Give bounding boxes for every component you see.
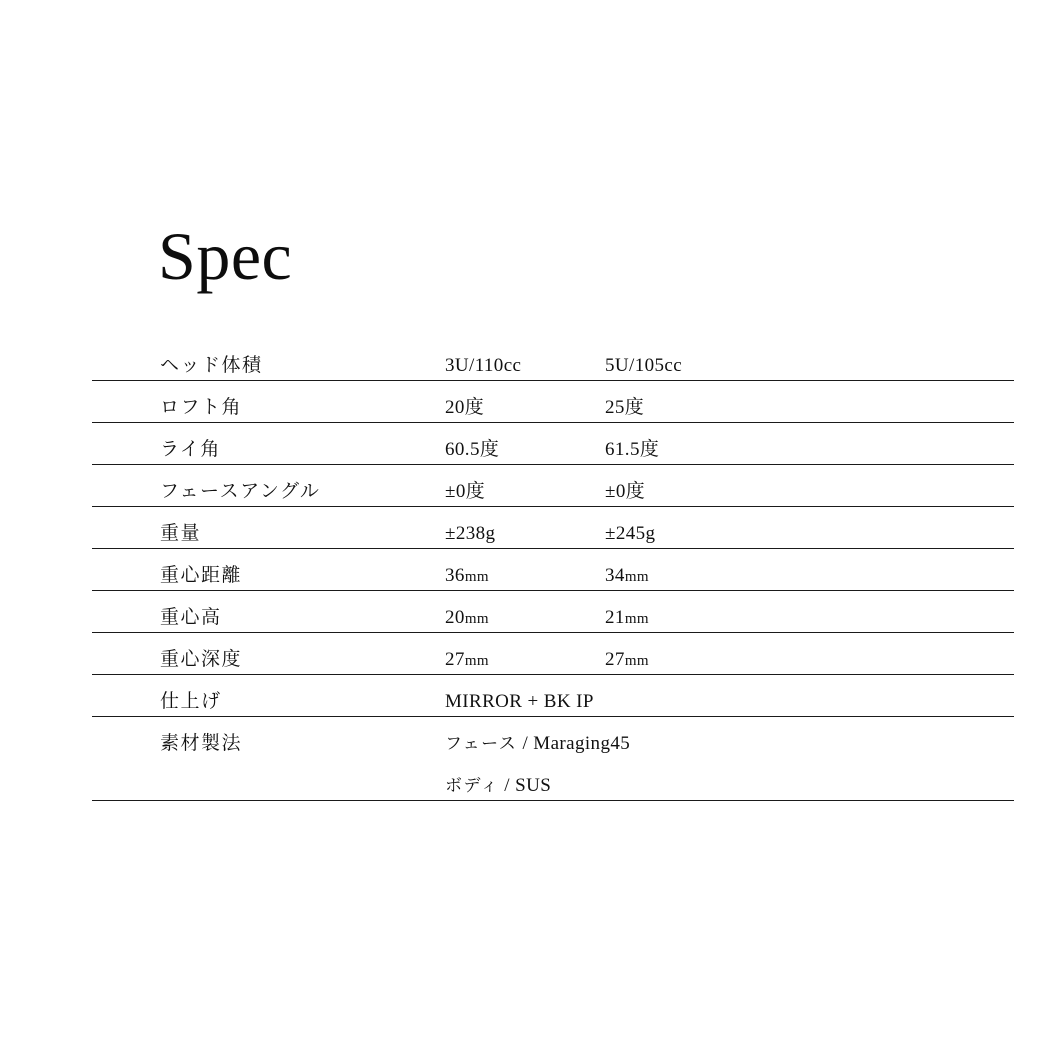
table-row: [92, 758, 1014, 800]
row-label: ライ角: [92, 422, 445, 464]
row-value-2: [605, 590, 1014, 632]
table-row: [92, 506, 1014, 548]
table-row: [92, 632, 1014, 674]
row-value-2: ±0度: [605, 464, 1014, 506]
row-value-1: ±0度: [445, 464, 605, 506]
row-label: 重心距離: [92, 548, 445, 590]
table-row: [92, 548, 1014, 590]
row-value-1-number: 27: [445, 648, 465, 670]
row-value-1-number: 20: [445, 606, 465, 628]
row-label-empty: [92, 758, 445, 800]
row-value-1: [445, 758, 1014, 800]
row-label: 仕上げ: [92, 674, 445, 716]
spec-table: [92, 338, 1014, 801]
row-value-2: [605, 632, 1014, 674]
row-value-1: [445, 548, 605, 590]
row-value-2: ±245g: [605, 506, 1014, 548]
row-value-2-unit: mm: [624, 610, 649, 627]
row-value-2: [605, 548, 1014, 590]
row-value-2-unit: mm: [624, 568, 649, 585]
table-row: [92, 422, 1014, 464]
row-value-2: 61.5度: [605, 422, 1014, 464]
table-row: [92, 464, 1014, 506]
row-value-1-unit: mm: [464, 652, 489, 669]
row-label: 重量: [92, 506, 445, 548]
row-value-1-number: 36: [445, 564, 465, 586]
row-value-1: 3U/110cc: [445, 338, 605, 380]
row-label: 重心深度: [92, 632, 445, 674]
row-value-2-number: 21: [605, 606, 625, 628]
table-row: [92, 674, 1014, 716]
row-value-1: [445, 590, 605, 632]
row-label: フェースアングル: [92, 464, 445, 506]
row-value-1-unit: mm: [464, 568, 489, 585]
row-label: 重心高: [92, 590, 445, 632]
material-face-label: フェース: [445, 734, 518, 754]
table-row: [92, 590, 1014, 632]
row-value-1-unit: mm: [464, 610, 489, 627]
table-row: [92, 716, 1014, 758]
row-value-1: 20度: [445, 380, 605, 422]
row-value-2: 25度: [605, 380, 1014, 422]
row-value-1: [445, 716, 1014, 758]
page-title: Spec: [158, 218, 293, 294]
row-value-2-unit: mm: [624, 652, 649, 669]
row-label: ロフト角: [92, 380, 445, 422]
material-body-label: ボディ: [445, 775, 500, 796]
material-body-value: / SUS: [499, 774, 552, 796]
table-row: [92, 338, 1014, 380]
row-value-1: ±238g: [445, 506, 605, 548]
material-face-value: / Maraging45: [517, 733, 631, 754]
row-value-2-number: 27: [605, 648, 625, 670]
table-row: [92, 380, 1014, 422]
row-value-2-number: 34: [605, 564, 625, 586]
row-label: ヘッド体積: [92, 338, 445, 380]
row-value-1: 60.5度: [445, 422, 605, 464]
row-value-1: MIRROR + BK IP: [445, 674, 1014, 716]
row-label: 素材製法: [160, 732, 243, 754]
row-value-2: 5U/105cc: [605, 338, 1014, 380]
row-value-1: [445, 632, 605, 674]
